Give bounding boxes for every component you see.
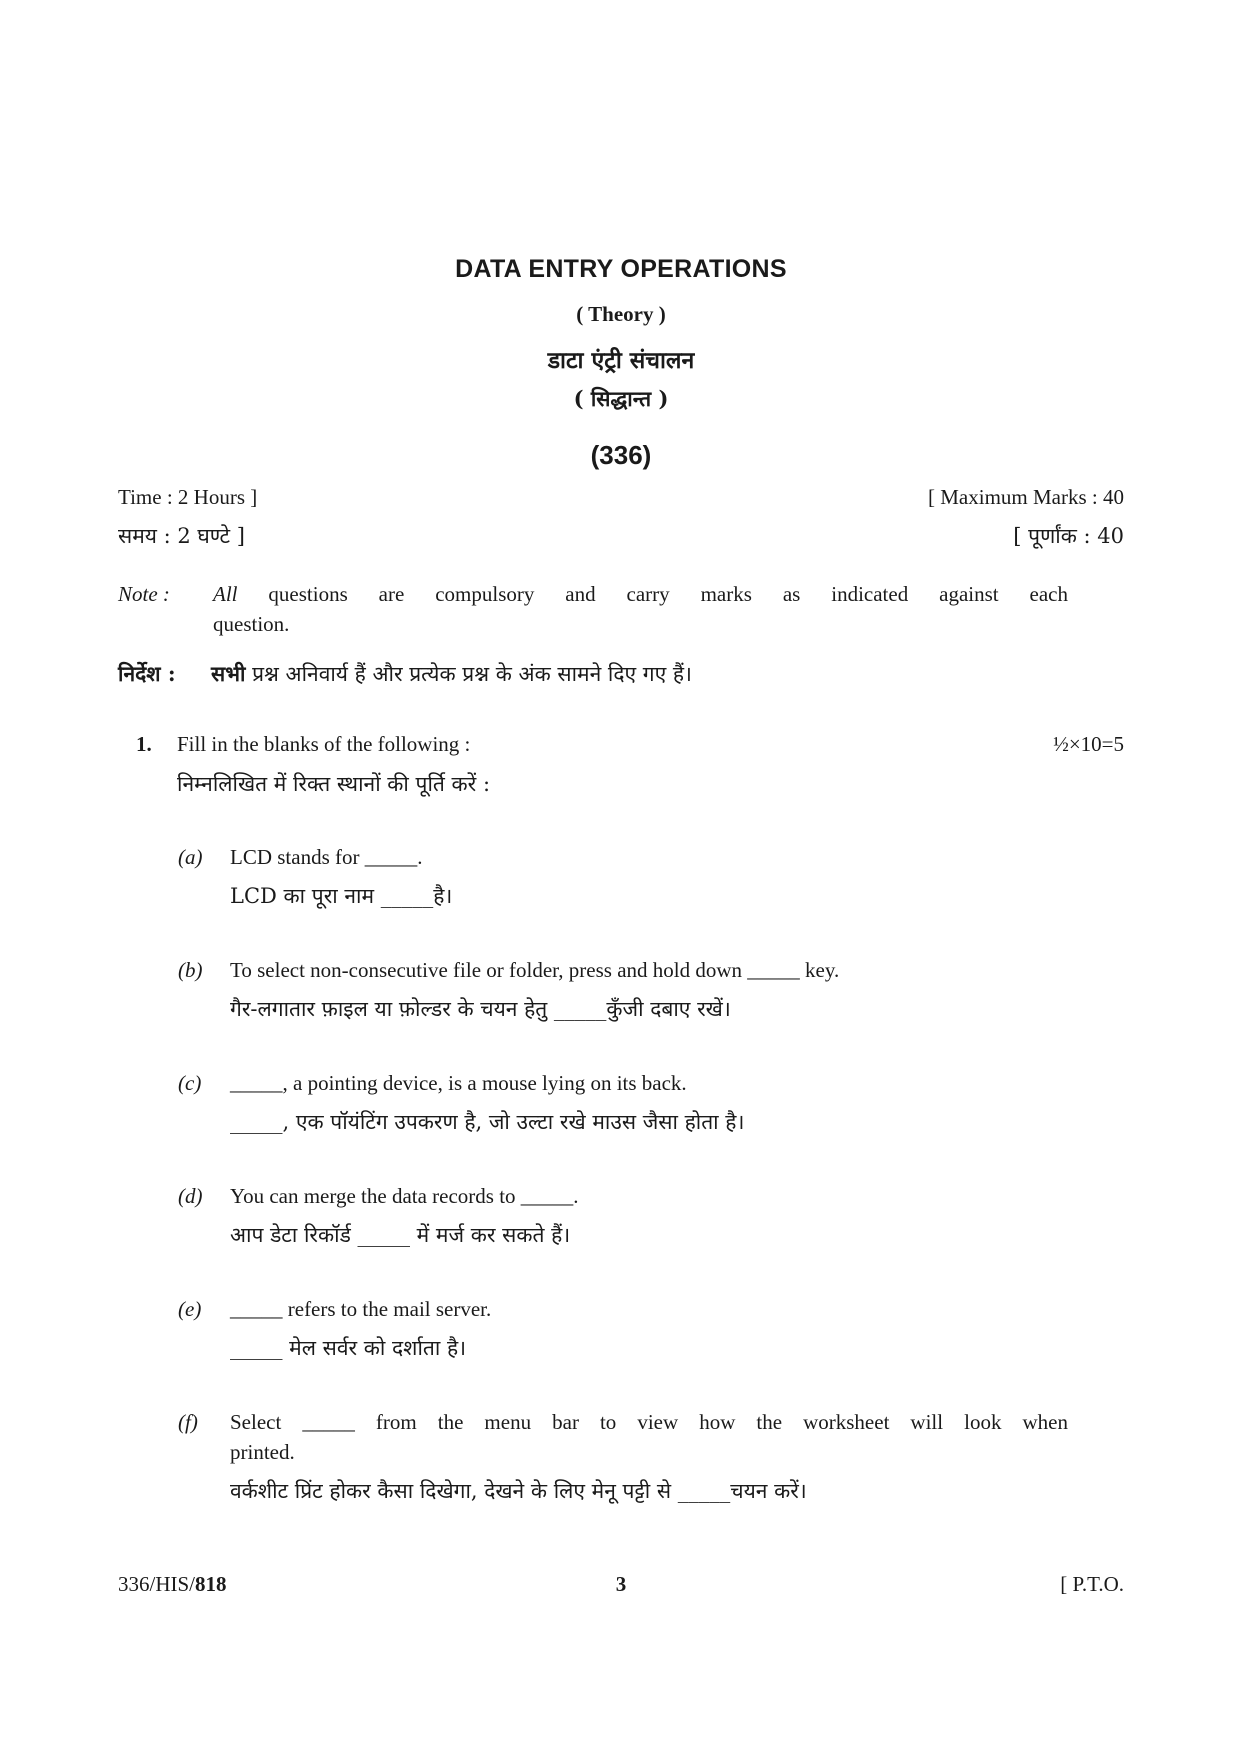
note-label: Note : [118,582,170,606]
item-text: You can merge the data records to _____. [230,1184,579,1208]
note-text-line1 [213,582,1068,607]
note-emphasis: All [213,582,238,606]
item-text: LCD stands for _____. [230,845,423,869]
note-emphasis-hindi: सभी [211,661,246,686]
note-text-hindi-rest: प्रश्न अनिवार्य हैं और प्रत्येक प्रश्न के अंक सामने दिए गए हैं। [245,662,693,686]
note-text-line2: question. [213,612,290,636]
question-text: Fill in the blanks of the following : [177,732,471,756]
paper-code-prefix: 336/HIS/ [118,1572,196,1596]
question-number: 1. [136,732,152,756]
subject-code: (336) [590,440,652,470]
item-text: _____, a pointing device, is a mouse lying on its back. [230,1071,687,1095]
note-text-rest: questions are compulsory and carry marks as indicated against each [237,582,1068,606]
time-hindi: समय : 2 घण्टे ] [118,524,246,548]
item-text-line2: printed. [230,1440,295,1464]
item-text-hindi: आप डेटा रिकॉर्ड _____ में मर्ज कर सकते हैं। [230,1223,571,1247]
item-label: (d) [178,1184,203,1208]
item-text-hindi: वर्कशीट प्रिंट होकर कैसा दिखेगा, देखने के लिए मेनू पट्टी से _____चयन करें। [230,1479,807,1503]
exam-subtitle: ( Theory ) [576,302,666,326]
item-label: (b) [178,958,203,982]
item-label: (a) [178,845,203,869]
item-text-hindi: गैर-लगातार फ़ाइल या फ़ोल्डर के चयन हेतु _____कुँजी दबाए रखें। [230,997,731,1021]
note-label-hindi: निर्देश : [118,661,176,686]
item-text: To select non-consecutive file or folder, press and hold down _____ key. [230,958,840,982]
question-text-hindi: निम्नलिखित में रिक्त स्थानों की पूर्ति करें : [177,772,491,796]
max-marks-hindi: [ पूर्णांक : 40 [1013,524,1124,548]
item-text: _____ refers to the mail server. [230,1297,492,1321]
item-text-hindi: LCD का पूरा नाम _____है। [230,884,453,908]
exam-title: DATA ENTRY OPERATIONS [455,255,787,283]
exam-title-hindi: डाटा एंट्री संचालन [547,347,695,374]
item-label: (e) [178,1297,202,1321]
max-marks-english: [ Maximum Marks : 40 [928,485,1124,509]
please-turn-over: [ P.T.O. [1060,1572,1124,1596]
page-number: 3 [615,1572,627,1596]
item-label: (f) [178,1410,198,1434]
question-marks: ½×10=5 [1053,732,1124,756]
item-label: (c) [178,1071,202,1095]
exam-subtitle-hindi: ( सिद्धान्त ) [573,386,669,411]
paper-code-number: 818 [195,1572,227,1596]
item-text-hindi: _____ मेल सर्वर को दर्शाता है। [230,1336,467,1360]
item-text-line1: Select _____ from the menu bar to view how the worksheet will look when [230,1410,1068,1434]
note-text-hindi [211,660,692,688]
item-text-hindi: _____, एक पॉयंटिंग उपकरण है, जो उल्टा रखे माउस जैसा होता है। [230,1110,745,1134]
time-english: Time : 2 Hours ] [118,485,258,509]
